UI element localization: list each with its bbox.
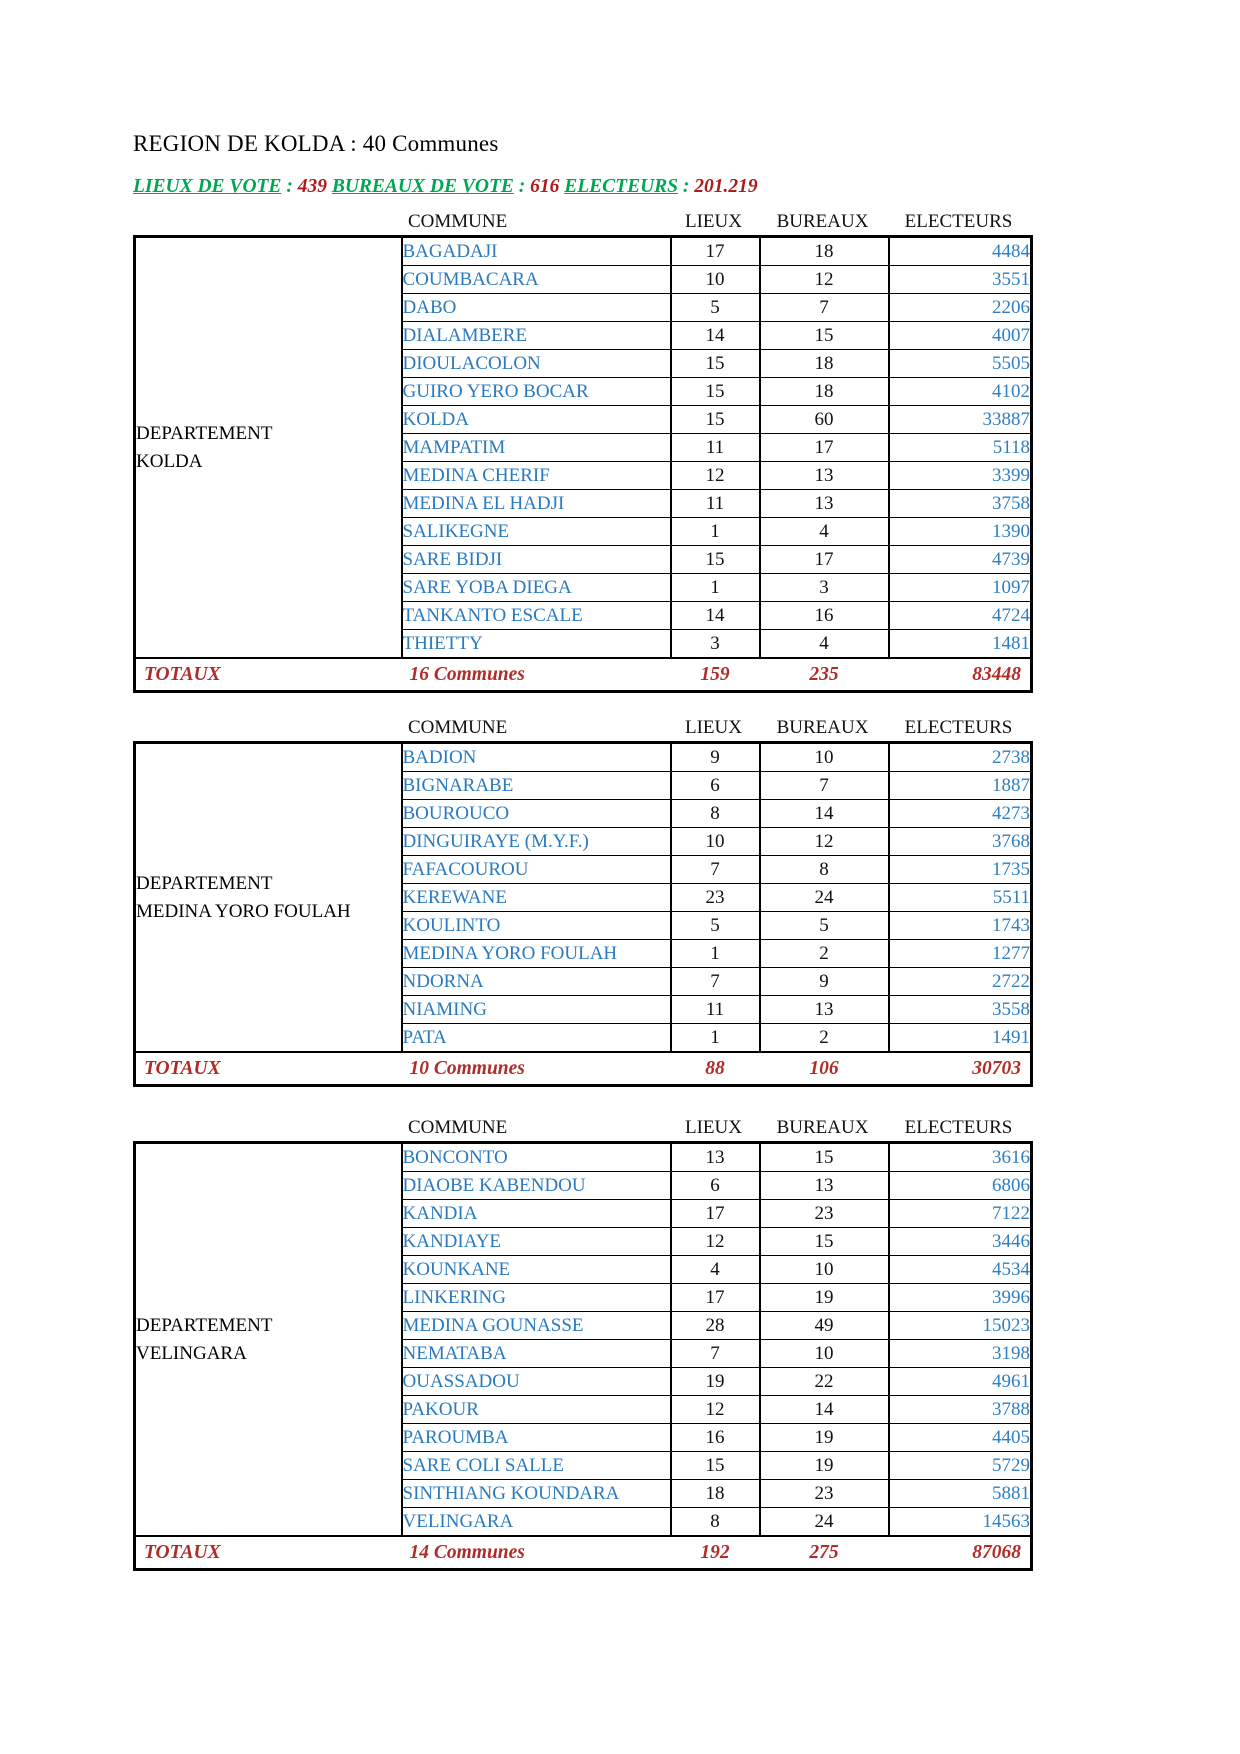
bureaux-de-vote-label: BUREAUX DE VOTE [331, 176, 514, 197]
electeurs-value: 3788 [889, 1396, 1032, 1424]
department-label-line: VELINGARA [136, 1342, 247, 1364]
bureaux-value: 14 [760, 1396, 889, 1424]
lieux-value: 14 [671, 322, 760, 350]
bureaux-value: 49 [760, 1312, 889, 1340]
totals-lieux-value: 159 [671, 658, 760, 692]
electeurs-value: 3551 [889, 266, 1032, 294]
electeurs-value: 5505 [889, 350, 1032, 378]
lieux-value: 15 [671, 378, 760, 406]
lieux-value: 12 [671, 462, 760, 490]
totals-label: TOTAUX [135, 1052, 402, 1086]
electeurs-value: 15023 [889, 1312, 1032, 1340]
lieux-value: 1 [671, 574, 760, 602]
commune-name: MAMPATIM [402, 434, 671, 462]
electeurs-value: 14563 [889, 1508, 1032, 1537]
lieux-value: 4 [671, 1256, 760, 1284]
lieux-value: 10 [671, 266, 760, 294]
totals-row [135, 658, 1032, 692]
department-table-section [133, 1117, 1030, 1571]
bureaux-value: 18 [760, 237, 889, 266]
bureaux-value: 9 [760, 968, 889, 996]
commune-name: DIOULACOLON [402, 350, 671, 378]
column-header-electeurs: ELECTEURS [904, 717, 1013, 738]
bureaux-value: 19 [760, 1424, 889, 1452]
commune-name: MEDINA EL HADJI [402, 490, 671, 518]
commune-name: DIAOBE KABENDOU [402, 1172, 671, 1200]
bureaux-value: 7 [760, 294, 889, 322]
commune-name: SINTHIANG KOUNDARA [402, 1480, 671, 1508]
commune-name: NDORNA [402, 968, 671, 996]
department-label [135, 1143, 402, 1537]
lieux-value: 7 [671, 856, 760, 884]
lieux-value: 10 [671, 828, 760, 856]
lieux-value: 18 [671, 1480, 760, 1508]
column-header-spacer [133, 211, 400, 233]
column-header-spacer [133, 717, 400, 739]
lieux-value: 13 [671, 1143, 760, 1172]
column-header-electeurs: ELECTEURS [904, 1117, 1013, 1138]
totals-lieux-value: 88 [671, 1052, 760, 1086]
bureaux-value: 3 [760, 574, 889, 602]
electeurs-value: 3198 [889, 1340, 1032, 1368]
electeurs-value: 4102 [889, 378, 1032, 406]
commune-name: SALIKEGNE [402, 518, 671, 546]
totals-electeurs-value: 87068 [889, 1536, 1032, 1570]
electeurs-value: 3768 [889, 828, 1032, 856]
electeurs-value: 2206 [889, 294, 1032, 322]
column-header-electeurs: ELECTEURS [904, 211, 1013, 232]
column-header-row [133, 717, 1030, 739]
lieux-value: 6 [671, 772, 760, 800]
lieux-value: 5 [671, 912, 760, 940]
lieux-value: 15 [671, 1452, 760, 1480]
bureaux-value: 18 [760, 350, 889, 378]
lieux-value: 9 [671, 743, 760, 772]
commune-name: DINGUIRAYE (M.Y.F.) [402, 828, 671, 856]
lieux-value: 23 [671, 884, 760, 912]
lieux-value: 7 [671, 968, 760, 996]
bureaux-value: 13 [760, 1172, 889, 1200]
department-table-section [133, 717, 1030, 1087]
electeurs-value: 1481 [889, 630, 1032, 659]
bureaux-value: 22 [760, 1368, 889, 1396]
electeurs-value: 3996 [889, 1284, 1032, 1312]
page-title: REGION DE KOLDA : 40 Communes [133, 131, 499, 156]
electeurs-value: 3616 [889, 1143, 1032, 1172]
commune-name: MEDINA YORO FOULAH [402, 940, 671, 968]
bureaux-value: 4 [760, 630, 889, 659]
lieux-value: 15 [671, 546, 760, 574]
commune-name: BADION [402, 743, 671, 772]
electeurs-value: 1743 [889, 912, 1032, 940]
commune-name: LINKERING [402, 1284, 671, 1312]
bureaux-value: 10 [760, 743, 889, 772]
department-label-line: DEPARTEMENT [136, 872, 273, 894]
electeurs-value: 4961 [889, 1368, 1032, 1396]
commune-name: BAGADAJI [402, 237, 671, 266]
bureaux-value: 12 [760, 828, 889, 856]
commune-row [135, 1143, 1032, 1172]
column-header-bureaux: BUREAUX [776, 717, 869, 738]
bureaux-value: 15 [760, 1143, 889, 1172]
lieux-value: 17 [671, 237, 760, 266]
bureaux-value: 8 [760, 856, 889, 884]
bureaux-value: 13 [760, 996, 889, 1024]
lieux-value: 28 [671, 1312, 760, 1340]
commune-name: VELINGARA [402, 1508, 671, 1537]
commune-name: BIGNARABE [402, 772, 671, 800]
electeurs-value: 3446 [889, 1228, 1032, 1256]
bureaux-value: 2 [760, 940, 889, 968]
lieux-value: 19 [671, 1368, 760, 1396]
lieux-value: 3 [671, 630, 760, 659]
commune-name: SARE BIDJI [402, 546, 671, 574]
commune-name: BONCONTO [402, 1143, 671, 1172]
totals-communes-count: 10 Communes [402, 1052, 671, 1086]
lieux-value: 1 [671, 940, 760, 968]
commune-row [135, 743, 1032, 772]
electeurs-value: 1097 [889, 574, 1032, 602]
column-header-row [133, 1117, 1030, 1139]
department-label-line: DEPARTEMENT [136, 1314, 273, 1336]
department-label-line: KOLDA [136, 450, 203, 472]
bureaux-value: 23 [760, 1480, 889, 1508]
lieux-value: 6 [671, 1172, 760, 1200]
commune-name: KANDIA [402, 1200, 671, 1228]
electeurs-value: 5118 [889, 434, 1032, 462]
electeurs-value: 5511 [889, 884, 1032, 912]
column-header-commune: COMMUNE [408, 717, 508, 738]
totals-communes-count: 14 Communes [402, 1536, 671, 1570]
department-table [133, 1141, 1033, 1571]
department-table [133, 741, 1033, 1087]
commune-name: MEDINA CHERIF [402, 462, 671, 490]
totals-bureaux-value: 275 [760, 1536, 889, 1570]
commune-name: PAKOUR [402, 1396, 671, 1424]
commune-name: PAROUMBA [402, 1424, 671, 1452]
electeurs-value: 3399 [889, 462, 1032, 490]
electeurs-value: 4405 [889, 1424, 1032, 1452]
electeurs-value: 2738 [889, 743, 1032, 772]
lieux-value: 17 [671, 1284, 760, 1312]
column-header-bureaux: BUREAUX [776, 1117, 869, 1138]
lieux-value: 11 [671, 996, 760, 1024]
bureaux-value: 10 [760, 1340, 889, 1368]
electeurs-value: 1277 [889, 940, 1032, 968]
bureaux-value: 24 [760, 884, 889, 912]
electeurs-value: 7122 [889, 1200, 1032, 1228]
electeurs-value: 1390 [889, 518, 1032, 546]
bureaux-value: 17 [760, 434, 889, 462]
commune-name: KOUNKANE [402, 1256, 671, 1284]
separator: : [513, 176, 531, 197]
lieux-de-vote-total: 439 [297, 176, 327, 197]
bureaux-value: 12 [760, 266, 889, 294]
bureaux-value: 13 [760, 462, 889, 490]
bureaux-value: 60 [760, 406, 889, 434]
column-header-lieux: LIEUX [685, 211, 742, 232]
electeurs-value: 4724 [889, 602, 1032, 630]
totals-electeurs-value: 83448 [889, 658, 1032, 692]
commune-name: NIAMING [402, 996, 671, 1024]
commune-name: KANDIAYE [402, 1228, 671, 1256]
department-label-line: MEDINA YORO FOULAH [136, 900, 351, 922]
lieux-value: 1 [671, 1024, 760, 1053]
electeurs-label: ELECTEURS [564, 176, 679, 197]
lieux-value: 7 [671, 1340, 760, 1368]
lieux-value: 11 [671, 490, 760, 518]
commune-name: KOULINTO [402, 912, 671, 940]
commune-row [135, 237, 1032, 266]
totals-row [135, 1536, 1032, 1570]
bureaux-value: 2 [760, 1024, 889, 1053]
electeurs-value: 3558 [889, 996, 1032, 1024]
commune-name: PATA [402, 1024, 671, 1053]
electeurs-value: 1491 [889, 1024, 1032, 1053]
totals-lieux-value: 192 [671, 1536, 760, 1570]
bureaux-value: 14 [760, 800, 889, 828]
commune-name: COUMBACARA [402, 266, 671, 294]
lieux-value: 8 [671, 800, 760, 828]
separator: : [678, 176, 695, 197]
lieux-de-vote-label: LIEUX DE VOTE [133, 176, 282, 197]
commune-name: DABO [402, 294, 671, 322]
totals-electeurs-value: 30703 [889, 1052, 1032, 1086]
bureaux-value: 5 [760, 912, 889, 940]
commune-name: TANKANTO ESCALE [402, 602, 671, 630]
commune-name: FAFACOUROU [402, 856, 671, 884]
commune-name: SARE YOBA DIEGA [402, 574, 671, 602]
department-label-line: DEPARTEMENT [136, 422, 273, 444]
bureaux-value: 24 [760, 1508, 889, 1537]
column-header-spacer [133, 1117, 400, 1139]
column-header-bureaux: BUREAUX [776, 211, 869, 232]
lieux-value: 11 [671, 434, 760, 462]
electeurs-value: 4007 [889, 322, 1032, 350]
lieux-value: 12 [671, 1396, 760, 1424]
bureaux-value: 16 [760, 602, 889, 630]
electeurs-value: 33887 [889, 406, 1032, 434]
electeurs-value: 6806 [889, 1172, 1032, 1200]
department-table [133, 235, 1033, 693]
commune-name: KOLDA [402, 406, 671, 434]
bureaux-value: 15 [760, 1228, 889, 1256]
commune-name: DIALAMBERE [402, 322, 671, 350]
totals-bureaux-value: 106 [760, 1052, 889, 1086]
commune-name: BOUROUCO [402, 800, 671, 828]
bureaux-de-vote-total: 616 [530, 176, 560, 197]
column-header-lieux: LIEUX [685, 1117, 742, 1138]
lieux-value: 15 [671, 406, 760, 434]
column-header-row [133, 211, 1030, 233]
bureaux-value: 7 [760, 772, 889, 800]
lieux-value: 15 [671, 350, 760, 378]
commune-name: MEDINA GOUNASSE [402, 1312, 671, 1340]
electeurs-value: 5729 [889, 1452, 1032, 1480]
commune-name: GUIRO YERO BOCAR [402, 378, 671, 406]
bureaux-value: 4 [760, 518, 889, 546]
bureaux-value: 19 [760, 1452, 889, 1480]
lieux-value: 12 [671, 1228, 760, 1256]
commune-name: SARE COLI SALLE [402, 1452, 671, 1480]
electeurs-value: 1735 [889, 856, 1032, 884]
electeurs-total: 201.219 [694, 176, 758, 197]
commune-name: THIETTY [402, 630, 671, 659]
bureaux-value: 17 [760, 546, 889, 574]
lieux-value: 14 [671, 602, 760, 630]
column-header-commune: COMMUNE [408, 1117, 508, 1138]
column-header-commune: COMMUNE [408, 211, 508, 232]
lieux-value: 5 [671, 294, 760, 322]
electeurs-value: 3758 [889, 490, 1032, 518]
electeurs-value: 4273 [889, 800, 1032, 828]
totals-communes-count: 16 Communes [402, 658, 671, 692]
totals-bureaux-value: 235 [760, 658, 889, 692]
totals-row [135, 1052, 1032, 1086]
commune-name: KEREWANE [402, 884, 671, 912]
bureaux-value: 18 [760, 378, 889, 406]
bureaux-value: 19 [760, 1284, 889, 1312]
electeurs-value: 4534 [889, 1256, 1032, 1284]
electeurs-value: 5881 [889, 1480, 1032, 1508]
electeurs-value: 4484 [889, 237, 1032, 266]
department-label [135, 237, 402, 659]
commune-name: NEMATABA [402, 1340, 671, 1368]
column-header-lieux: LIEUX [685, 717, 742, 738]
lieux-value: 16 [671, 1424, 760, 1452]
electeurs-value: 2722 [889, 968, 1032, 996]
bureaux-value: 13 [760, 490, 889, 518]
totals-label: TOTAUX [135, 1536, 402, 1570]
commune-name: OUASSADOU [402, 1368, 671, 1396]
lieux-value: 8 [671, 1508, 760, 1537]
electeurs-value: 1887 [889, 772, 1032, 800]
lieux-value: 17 [671, 1200, 760, 1228]
bureaux-value: 15 [760, 322, 889, 350]
bureaux-value: 23 [760, 1200, 889, 1228]
separator: : [281, 176, 298, 197]
lieux-value: 1 [671, 518, 760, 546]
totals-label: TOTAUX [135, 658, 402, 692]
department-label [135, 743, 402, 1053]
bureaux-value: 10 [760, 1256, 889, 1284]
electeurs-value: 4739 [889, 546, 1032, 574]
department-table-section [133, 211, 1030, 693]
